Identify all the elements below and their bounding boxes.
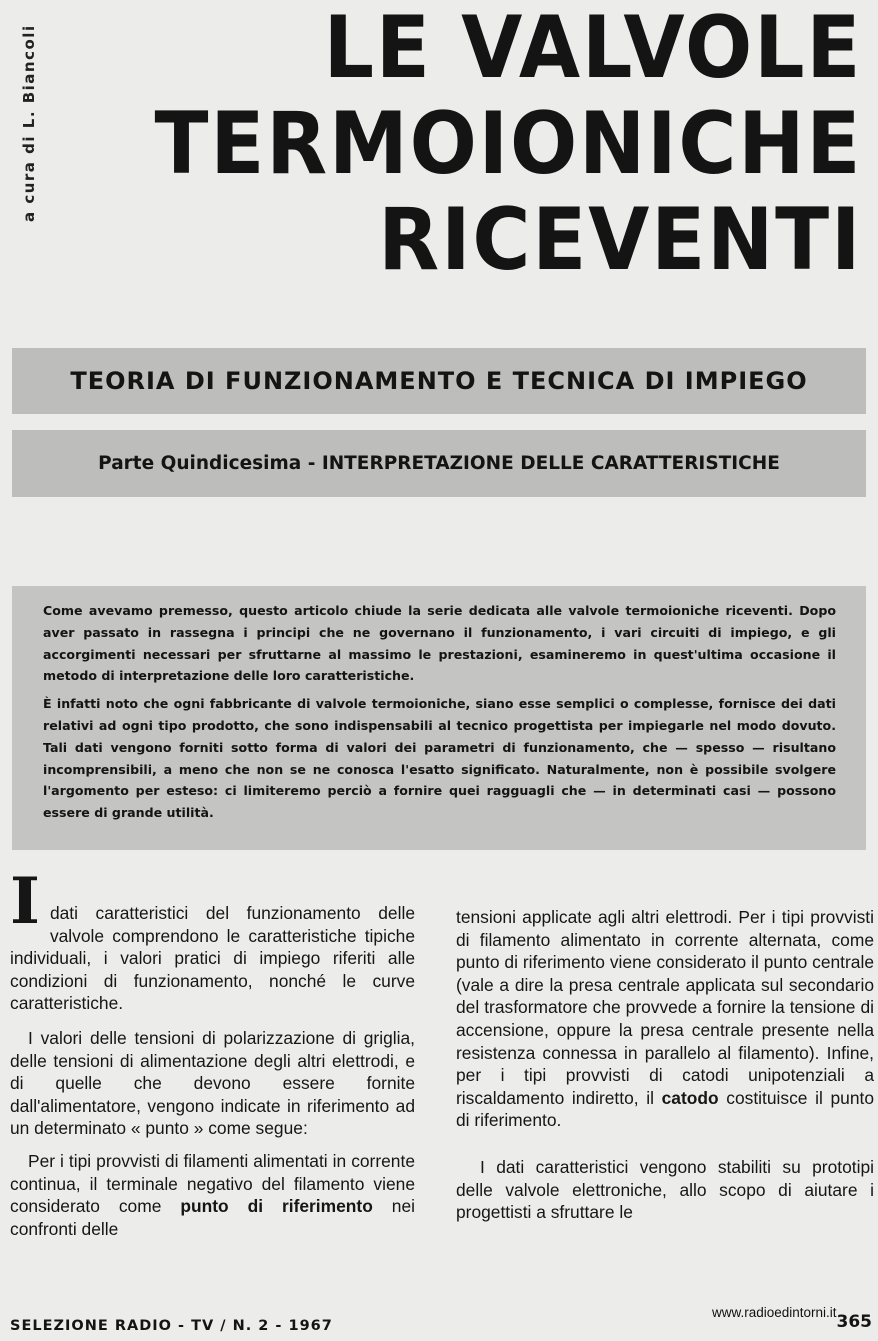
body-paragraph-1 <box>10 864 415 1015</box>
byline-text: a cura di L. Biancoli <box>20 24 38 222</box>
body-paragraph-3 <box>10 1150 415 1240</box>
title-line-1: LE VALVOLE <box>323 0 862 98</box>
abstract-paragraph-2: È infatti noto che ogni fabbricante di valvole termoioniche, siano esse semplici o complesse, fornisce dei dati relativi ad ogni tipo prodotto, che sono indispensabili al tecnico progettista per impiegarle nel modo dovuto. Tali dati vengono forniti sotto forma di valori dei parametri di funzionamento, che — spesso — risultano incomprensibili, a meno che non se ne conosca l'esatto significato. Naturalmente, non è possibile svolgere l'argomento per esteso: ci limiteremo perciò a fornire quei ragguagli che — in determinati casi — possono essere di grande utilità. <box>43 696 836 821</box>
right-column <box>456 906 874 1224</box>
paragraph-4-bold: catodo <box>661 1087 719 1108</box>
paragraph-3-text-end: nei confronti delle <box>10 1196 415 1239</box>
body-paragraph-5: I dati caratteristici vengono stabiliti su prototipi delle valvole elettroniche, allo scopo di aiutare i progettisti a sfruttare le <box>456 1156 874 1223</box>
part-heading: Parte Quindicesima - INTERPRETAZIONE DELLE CARATTERISTICHE <box>98 453 780 474</box>
website-watermark: www.radioedintorni.it <box>712 1305 837 1320</box>
paragraph-3-text-start: Per i tipi provvisti di filamenti alimentati in corrente continua, il terminale negativo del filamento viene considerato come <box>10 1150 415 1217</box>
page-number: 365 <box>836 1312 872 1332</box>
article-title <box>154 0 862 288</box>
title-line-3: RICEVENTI <box>378 190 862 290</box>
drop-cap: I <box>10 864 40 939</box>
part-band <box>12 430 866 497</box>
subtitle: TEORIA DI FUNZIONAMENTO E TECNICA DI IMPIEGO <box>70 367 808 395</box>
title-line-2: TERMOIONICHE <box>154 94 862 194</box>
subtitle-band <box>12 348 866 414</box>
body-paragraph-2: I valori delle tensioni di polarizzazione di griglia, delle tensioni di alimentazione degli altri elettrodi, e di quelle che devono essere fornite dall'alimentatore, vengono indicate in riferimento ad un determinato « punto » come segue: <box>10 1027 415 1139</box>
magazine-footer: SELEZIONE RADIO - TV / N. 2 - 1967 <box>10 1318 333 1334</box>
byline <box>0 0 40 240</box>
paragraph-4-text-end: costituisce il punto di riferimento. <box>456 1087 874 1131</box>
left-column <box>10 864 415 1240</box>
body-paragraph-4 <box>456 906 874 1132</box>
paragraph-1-text: dati caratteristici del funzionamento delle valvole comprendono le caratteristiche tipiche individuali, i valori pratici di impiego riferiti alle condizioni di funzionamento, nonché le curve caratteristiche. <box>10 903 415 1014</box>
abstract-box <box>12 586 866 850</box>
abstract-paragraph-1: Come avevamo premesso, questo articolo chiude la serie dedicata alle valvole termoioniche riceventi. Dopo aver passato in rassegna i principi che ne governano il funzionamento, i vari circuiti di impiego, e gli accorgimenti necessari per sfruttarne al massimo le prestazioni, esamineremo in quest'ultima occasione il metodo di interpretazione delle loro caratteristiche. <box>43 603 836 684</box>
paragraph-4-text-start: tensioni applicate agli altri elettrodi. Per i tipi provvisti di filamento alimentato in corrente alternata, come punto di riferimento viene considerato il punto centrale (vale a dire la presa centrale applicata sul secondario del trasformatore che provvede a fornire la tensione di accensione, oppure la presa centrale presente nella resistenza connessa in parallelo al filamento). Infine, per i tipi provvisti di catodi unipotenziali a riscaldamento indiretto, il <box>456 907 874 1108</box>
paragraph-3-bold: punto di riferimento <box>180 1196 373 1217</box>
